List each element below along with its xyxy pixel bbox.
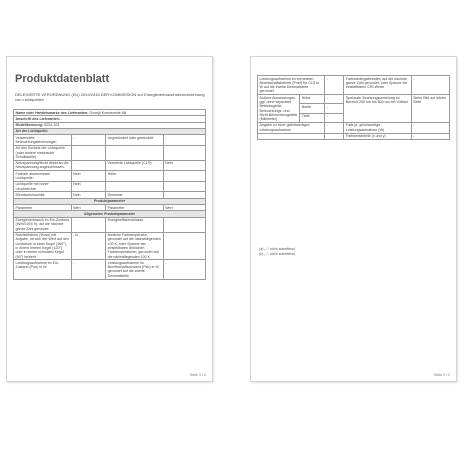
column-header: Parameter: [14, 205, 72, 211]
datasheet-page-1: [6, 56, 213, 382]
cell: Leistungsaufnahme im Ein-Zustand (Pon) in W: [14, 260, 72, 279]
cell: -: [411, 133, 449, 139]
type-header: Art der Lichtquelle:: [14, 128, 206, 134]
cell: Blendschutzschild:: [14, 192, 72, 198]
spectral-label: Spektrale Strahlungsverteilung im Bereich 250 nm bis 800 nm bei Volllast: [344, 95, 411, 123]
cell: Angabe zu einer gleichwertigen Leistungsaufnahme: [258, 122, 325, 133]
cell: - in -: [71, 232, 106, 260]
model-value: 6234-103: [44, 123, 60, 128]
cell: -: [163, 192, 205, 198]
cell: -: [163, 260, 205, 279]
cell: Netzspannung/Nicht direkt an die Netzspannung angeschlossen:: [14, 160, 72, 171]
cell: -: [411, 76, 449, 95]
footnote: (a) „-“: nicht zutreffend;: [259, 247, 296, 251]
datasheet-table-continued: [257, 75, 450, 140]
address-label: Anschrift des Lieferanten:: [15, 116, 61, 121]
cell: Vernetzte Lichtquelle (CLS):: [106, 160, 164, 171]
type-row: [14, 145, 206, 160]
cell: Nein: [71, 181, 106, 192]
column-header: Wert: [71, 205, 106, 211]
footnote: (b) „-“: nicht zutreffend;: [259, 252, 296, 256]
cell: -: [325, 122, 344, 133]
cell: [325, 133, 344, 139]
cell: -: [71, 160, 106, 171]
type-row: [14, 171, 206, 182]
cell: Farblich abstimmbare Lichtquelle:: [14, 171, 72, 182]
cell: [163, 145, 205, 160]
dimensions-row: [258, 95, 450, 104]
cell: Leistungsaufnahme im vernetzten Bereitschaftsbetrieb (Pnet) für CLS in W auf die zweite Dezimalstelle gerundet: [258, 76, 325, 95]
column-header: Parameter: [106, 205, 164, 211]
cell: -: [71, 260, 106, 279]
cell: -: [163, 232, 205, 260]
cell: [258, 133, 325, 139]
general-row: [14, 232, 206, 260]
cell: -: [163, 135, 205, 146]
cell: -: [325, 76, 344, 95]
regulation-intro: DELEGIERTE VERORDNUNG (EU) 2019/2015 DER KOMMISSION zur Energieverbrauchskennzeichnung von Lichtquellen: [15, 92, 205, 102]
height-label: Höhe: [300, 95, 325, 104]
cell: -: [163, 171, 205, 182]
depth-label: Tiefe: [300, 113, 325, 122]
cell: -: [71, 217, 106, 232]
supplier-value: Gnosjö Konstsmide AB: [89, 110, 127, 115]
type-row: [14, 181, 206, 192]
cell: Lichtquelle mit hoher Leuchtdichte:: [14, 181, 72, 192]
address-value: -: [61, 116, 63, 121]
general-header: Allgemeine Produktparameter: [14, 211, 206, 217]
width-label: Breite: [300, 104, 325, 113]
dimensions-label: Äußere Abmessungen, ggf. ohne separates Betriebsgerät, Beleuchtungs- und Nicht-Beleuchtungsteile (Millimeter): [258, 95, 300, 123]
supplier-label: Name oder Handelsmarke des Lieferanten:: [15, 110, 89, 115]
cell: ähnliche Farbtemperatur, gerundet auf die nächstliegenden 100 K, oder Spanne der einstellbaren ähnlichen Farbtemperaturen, gerundet auf die nächstliegenden 100 K: [106, 232, 164, 260]
cell: Hülle:: [106, 171, 164, 182]
cell: Energieverbrauch im Ein-Zustand (kWh/1000 h), auf die nächste ganze Zahl gerundet: [14, 217, 72, 232]
param-row: [258, 76, 450, 95]
cell: Ungebündelt oder gebündelt:: [106, 135, 164, 146]
cell: Nein: [163, 160, 205, 171]
footnotes: [259, 247, 295, 257]
cell: Nutzlichtstrom (Φuse) mit Angabe, ob sich der Wert auf den Lichtstrom in einer Kugel (360°), in einem breiten Kegel (120°) oder in einem schmalen Kegel (90°) bezieht: [14, 232, 72, 260]
type-row: [14, 160, 206, 171]
param-row: [258, 133, 450, 139]
datasheet-table: [13, 109, 206, 280]
page-number: Seite 1 / 2: [189, 373, 206, 377]
cell: [163, 181, 205, 192]
depth-value: -: [325, 113, 344, 122]
cell: -: [163, 217, 205, 232]
type-row: [14, 135, 206, 146]
cell: Energieeffizienzklasse: [106, 217, 164, 232]
cell: Verwendete Beleuchtungstechnologie:: [14, 135, 72, 146]
params-header: Produktparameter: [14, 198, 206, 204]
page-number: Seite 2 / 2: [433, 373, 450, 377]
cell: [106, 145, 164, 160]
cell: Falls ja, gleichwertige Leistungsaufnahme (W): [344, 122, 411, 133]
document-title: Produktdatenblatt: [15, 73, 110, 85]
column-header: Wert: [163, 205, 205, 211]
cell: [106, 181, 164, 192]
cell: Leistungsaufnahme im Bereitschaftszustand (Psb) in W, gerundet auf die zweite Dezimalstelle: [106, 260, 164, 279]
cell: Dimmbar:: [106, 192, 164, 198]
cell: Nein: [71, 171, 106, 182]
cell: Nein: [71, 192, 106, 198]
cell: -: [411, 122, 449, 133]
model-label: Modellkennung:: [15, 123, 44, 128]
datasheet-page-2: [250, 56, 457, 382]
cell: Farbwertanteile (x und y): [344, 133, 411, 139]
cell: Farbwiedergabeindex, auf die nächste ganze Zahl gerundet, oder Spanne der einstellbaren CRI-Werte: [344, 76, 411, 95]
param-row: [258, 122, 450, 133]
spectral-value: Siehe Bild auf letzter Seite: [411, 95, 449, 123]
general-row: [14, 260, 206, 279]
width-value: -: [325, 104, 344, 113]
cell: -: [71, 135, 106, 146]
general-row: [14, 217, 206, 232]
cell: Art des Sockels der Lichtquelle (oder andere elektrische Schnittstelle): [14, 145, 72, 160]
cell: -: [71, 145, 106, 160]
height-value: -: [325, 95, 344, 104]
